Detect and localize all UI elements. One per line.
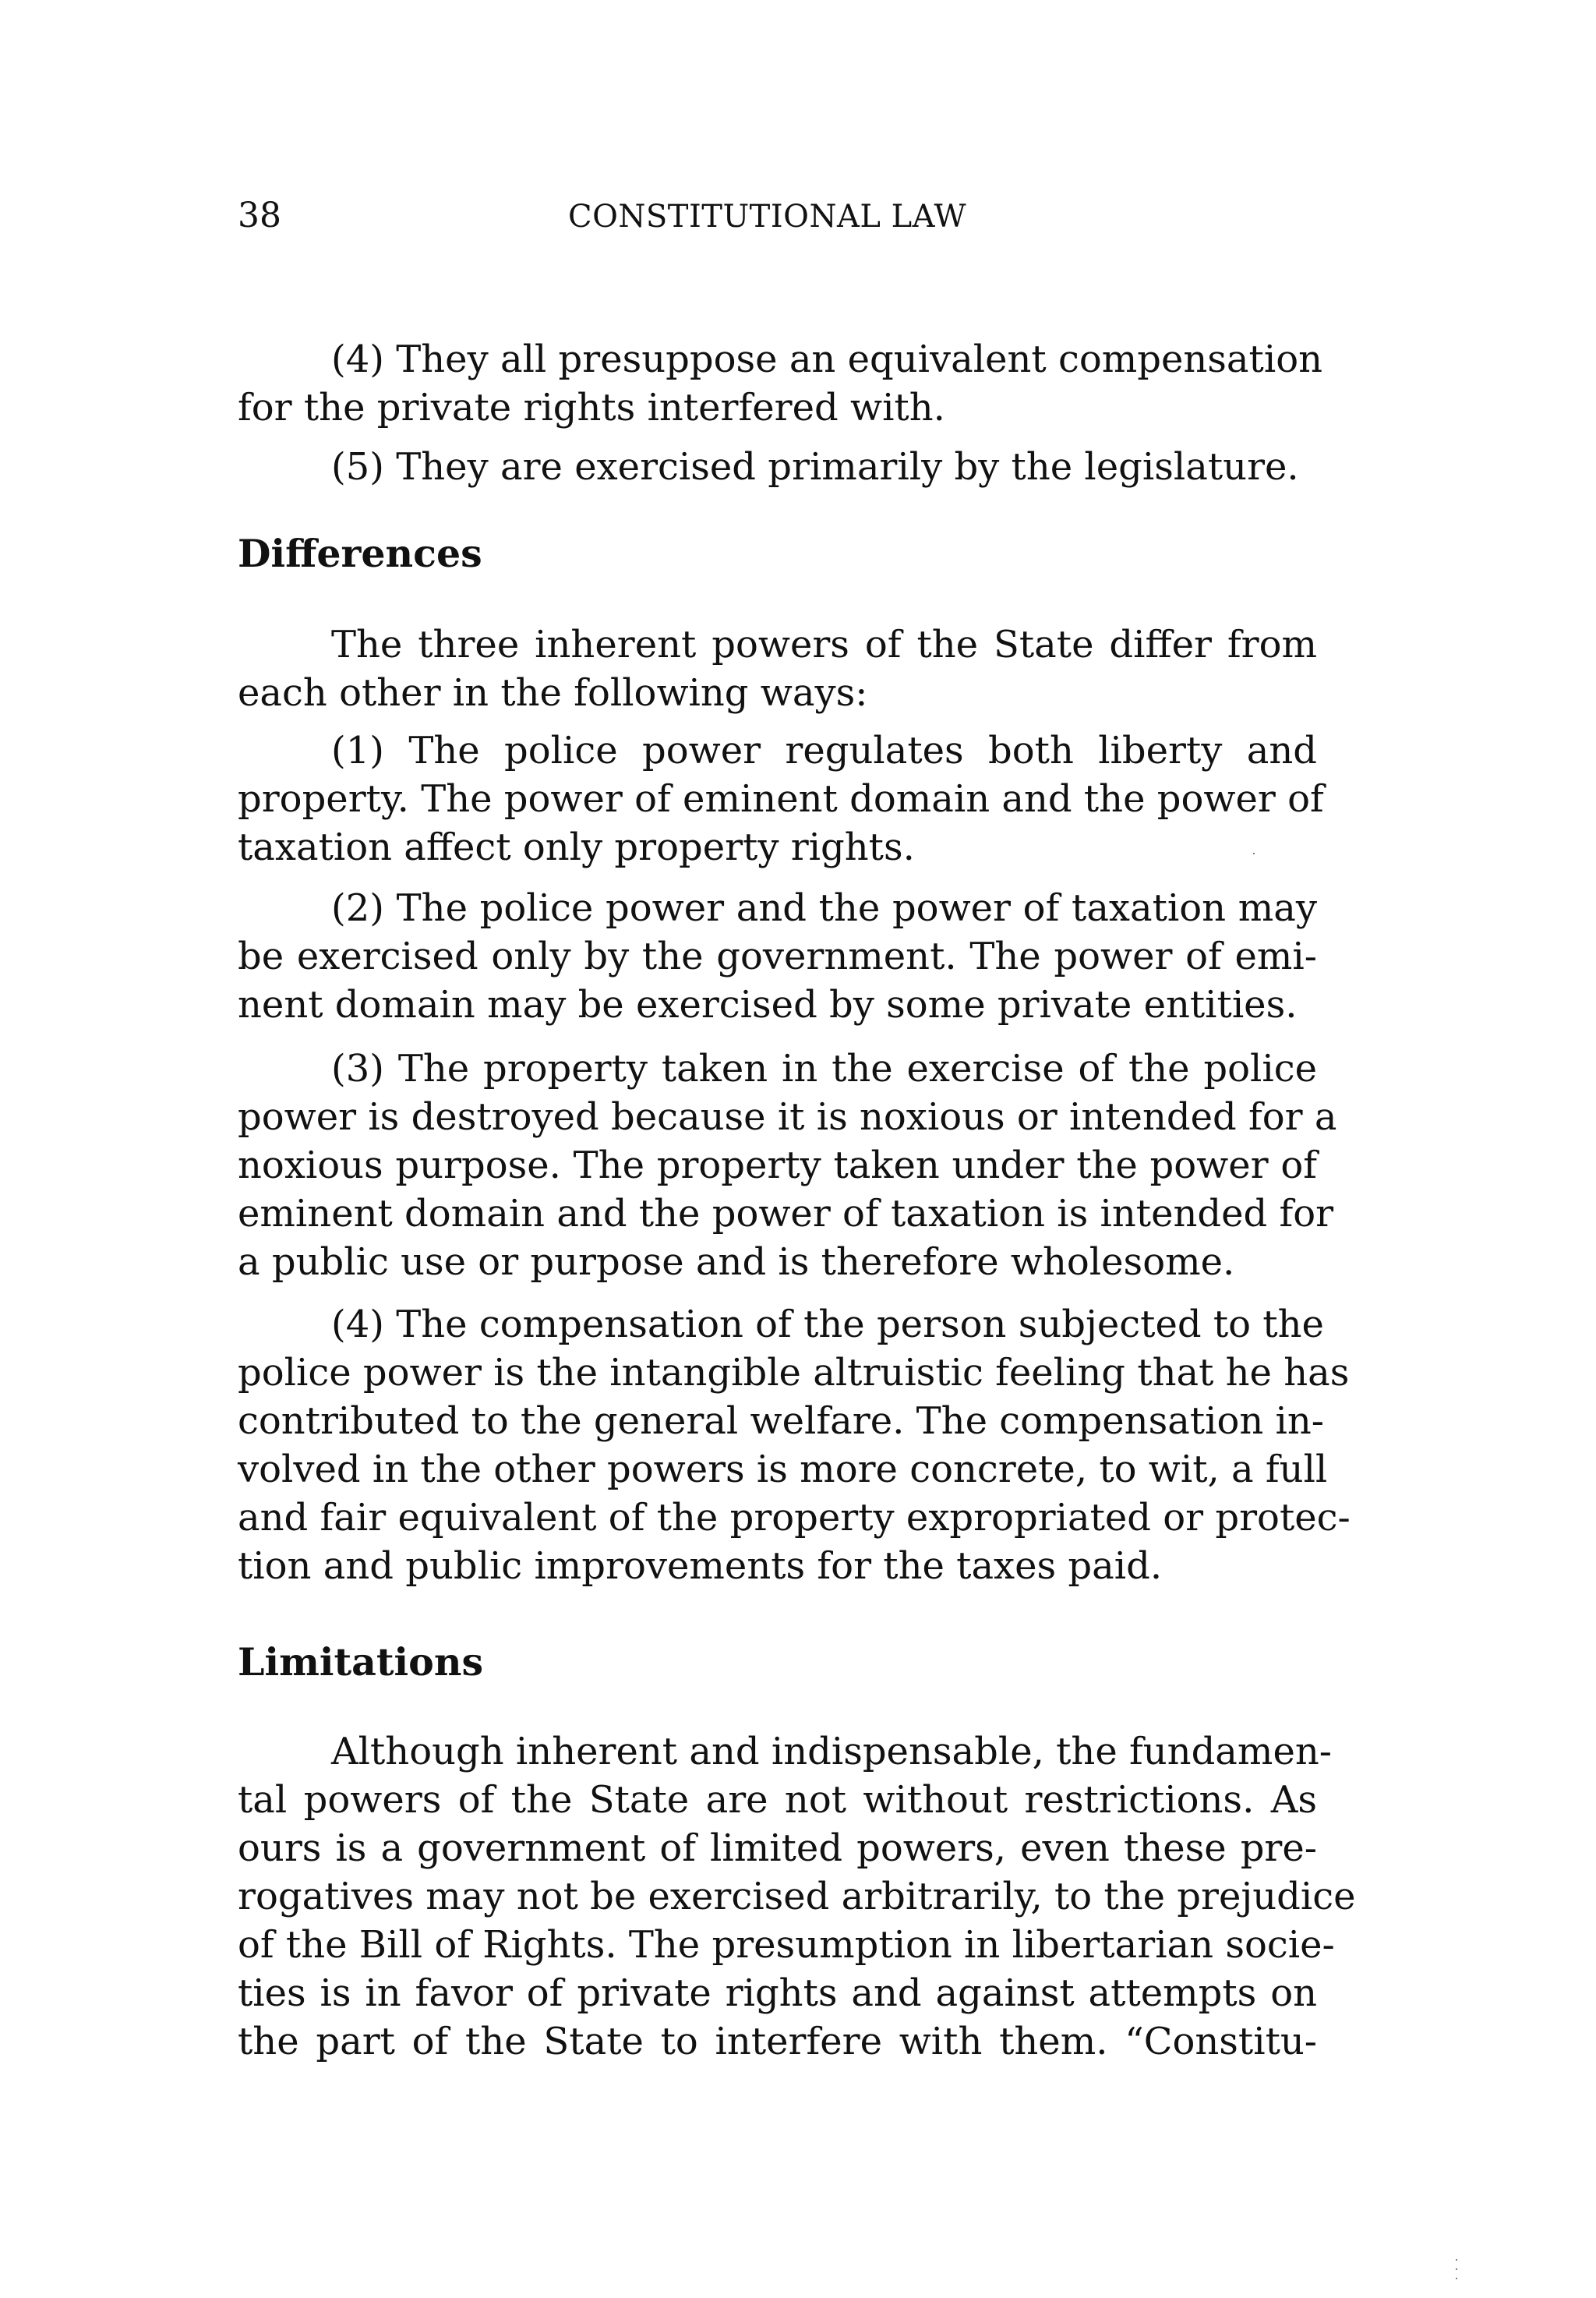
text-line: a public use or purpose and is therefore wholesome.	[238, 1240, 1235, 1284]
text-line: property. The power of eminent domain and the power of	[238, 777, 1324, 821]
scan-speck	[1456, 2259, 1457, 2261]
page-number: 38	[238, 196, 281, 235]
section-heading-differences: Differences	[238, 531, 482, 576]
text-line: eminent domain and the power of taxation is intended for	[238, 1192, 1334, 1236]
text-line: The three inherent powers of the State differ from	[331, 623, 1317, 666]
text-line: (3) The property taken in the exercise of the police	[331, 1047, 1317, 1091]
text-line: rogatives may not be exercised arbitrarily, to the prejudice	[238, 1875, 1356, 1918]
text-line: the part of the State to interfere with them. “Constitu-	[238, 2020, 1317, 2063]
section-heading-limitations: Limitations	[238, 1639, 484, 1685]
text-line: (5) They are exercised primarily by the legislature.	[331, 445, 1299, 489]
scan-speck	[1456, 2268, 1457, 2270]
scan-speck	[1253, 853, 1255, 854]
text-line: of the Bill of Rights. The presumption in libertarian socie-	[238, 1923, 1335, 1967]
scan-speck	[1456, 2278, 1457, 2279]
text-line: (1) The police power regulates both liberty and	[331, 729, 1317, 772]
text-line: nent domain may be exercised by some private entities.	[238, 983, 1298, 1027]
text-line: volved in the other powers is more concrete, to wit, a full	[238, 1448, 1328, 1491]
text-line: noxious purpose. The property taken under the power of	[238, 1144, 1317, 1187]
text-line: contributed to the general welfare. The compensation in-	[238, 1399, 1325, 1443]
text-line: tal powers of the State are not without restrictions. As	[238, 1778, 1317, 1822]
running-title: CONSTITUTIONAL LAW	[568, 199, 967, 235]
text-line: taxation affect only property rights.	[238, 826, 915, 869]
text-line: (4) They all presuppose an equivalent compensation	[331, 338, 1322, 381]
text-line: (4) The compensation of the person subjected to the	[331, 1303, 1324, 1346]
text-line: police power is the intangible altruistic feeling that he has	[238, 1351, 1350, 1395]
text-line: each other in the following ways:	[238, 671, 868, 715]
text-line: and fair equivalent of the property expropriated or protec-	[238, 1496, 1351, 1540]
text-line: tion and public improvements for the taxes paid.	[238, 1544, 1163, 1588]
running-head	[238, 193, 1317, 248]
text-line: be exercised only by the government. The power of emi-	[238, 935, 1317, 978]
text-line: for the private rights interfered with.	[238, 386, 945, 430]
text-line: ties is in favor of private rights and against attempts on	[238, 1971, 1317, 2015]
text-line: ours is a government of limited powers, even these pre-	[238, 1826, 1317, 1870]
text-line: (2) The police power and the power of taxation may	[331, 886, 1317, 930]
text-line: Although inherent and indispensable, the fundamen-	[331, 1730, 1332, 1773]
text-line: power is destroyed because it is noxious or intended for a	[238, 1095, 1337, 1139]
